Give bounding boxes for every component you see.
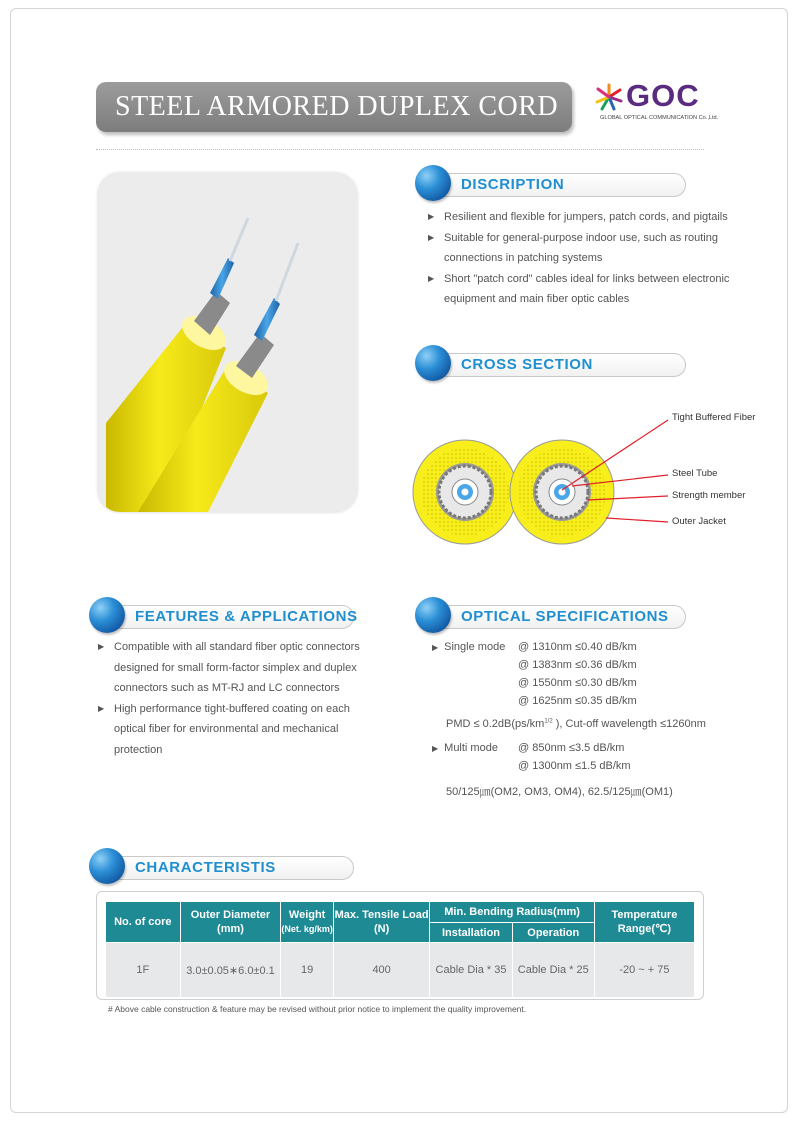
label-strength-member: Strength member <box>672 490 746 501</box>
th-tensile: Max. Tensile Load (N) <box>333 902 429 943</box>
logo-wordmark: GOC <box>626 78 700 113</box>
label-steel-tube: Steel Tube <box>672 468 718 479</box>
cable-illustration <box>98 173 357 512</box>
cell-temperature: -20 ~ + 75 <box>594 943 694 998</box>
th-installation: Installation <box>430 923 512 943</box>
cell-operation: Cable Dia * 25 <box>512 943 594 998</box>
cell-outer-diameter: 3.0±0.05∗6.0±0.1 <box>180 943 281 998</box>
features-heading: FEATURES & APPLICATIONS <box>135 608 358 625</box>
multi-mode-label: ▶ Multi mode <box>432 742 498 754</box>
characteristics-table <box>105 901 695 998</box>
footnote: # Above cable construction & feature may be revised without prior notice to implement the quality improvement. <box>108 1004 527 1014</box>
arrow-icon: ▶ <box>432 744 439 753</box>
table-row <box>106 943 695 998</box>
list-item: ▶ High performance tight-buffered coating on each optical fiber for environmental and mechanical protection <box>98 699 378 761</box>
th-core: No. of core <box>106 902 181 943</box>
characteristics-heading: CHARACTERISTIS <box>135 859 276 876</box>
characteristics-table-frame <box>96 891 704 1000</box>
label-outer-jacket: Outer Jacket <box>672 516 726 527</box>
company-logo <box>594 78 719 126</box>
bullet-ball-icon <box>415 597 451 633</box>
spec-line: @ 1625nm ≤0.35 dB/km <box>518 695 637 707</box>
spec-line: @ 1383nm ≤0.36 dB/km <box>518 659 637 671</box>
cell-weight: 19 <box>281 943 334 998</box>
th-operation: Operation <box>512 923 594 943</box>
features-list <box>98 637 378 760</box>
spec-line: @ 1310nm ≤0.40 dB/km <box>518 641 637 653</box>
th-temperature: Temperature Range(℃) <box>594 902 694 943</box>
logo-subtitle: GLOBAL OPTICAL COMMUNICATION Co.,Ltd. <box>600 115 719 121</box>
th-outer-diameter: Outer Diameter (mm) <box>180 902 281 943</box>
optical-heading: OPTICAL SPECIFICATIONS <box>461 608 669 625</box>
cross-section-heading: CROSS SECTION <box>461 356 593 373</box>
spec-line: @ 1550nm ≤0.30 dB/km <box>518 677 637 689</box>
arrow-icon: ▶ <box>432 643 439 652</box>
description-list <box>428 207 748 310</box>
bullet-ball-icon <box>89 848 125 884</box>
single-mode-label: ▶ Single mode <box>432 641 506 653</box>
description-heading: DISCRIPTION <box>461 176 565 193</box>
fiber-left <box>413 440 517 544</box>
title-divider <box>96 149 704 150</box>
fiber-types: 50/125㎛(OM2, OM3, OM4), 62.5/125㎛(OM1) <box>446 786 673 798</box>
description-header <box>422 173 686 197</box>
spec-line: @ 850nm ≤3.5 dB/km <box>518 742 625 754</box>
th-weight: Weight (Net. kg/km) <box>281 902 334 943</box>
product-photo <box>98 173 357 512</box>
title-banner <box>96 82 572 132</box>
features-header <box>96 605 358 629</box>
optical-header <box>422 605 686 629</box>
bullet-ball-icon <box>415 345 451 381</box>
cell-core: 1F <box>106 943 181 998</box>
cell-installation: Cable Dia * 35 <box>430 943 512 998</box>
list-item: ▶ Short "patch cord" cables ideal for links between electronic equipment and main fiber optic cables <box>428 269 748 310</box>
page-title: STEEL ARMORED DUPLEX CORD <box>115 91 559 122</box>
cross-section-header <box>422 353 686 377</box>
characteristics-header <box>96 856 354 880</box>
pmd-line: PMD ≤ $0.2dB(ps/km^{1/2}$ ), Cut-off wavelength ≤1260nm <box>446 718 706 730</box>
label-tight-buffered-fiber: Tight Buffered Fiber <box>672 412 756 423</box>
list-item: ▶ Resilient and flexible for jumpers, patch cords, and pigtails <box>428 207 748 228</box>
spec-line: @ 1300nm ≤1.5 dB/km <box>518 760 631 772</box>
fiber-right <box>510 440 614 544</box>
th-bending: Min. Bending Radius(mm) <box>430 902 595 923</box>
bullet-ball-icon <box>415 165 451 201</box>
cell-tensile: 400 <box>333 943 429 998</box>
bullet-ball-icon <box>89 597 125 633</box>
list-item: ▶ Compatible with all standard fiber optic connectors designed for small form-factor simplex and duplex connectors such as MT-RJ and LC connectors <box>98 637 378 699</box>
list-item: ▶ Suitable for general-purpose indoor use, such as routing connections in patching systems <box>428 228 748 269</box>
logo-star-icon <box>594 82 624 112</box>
